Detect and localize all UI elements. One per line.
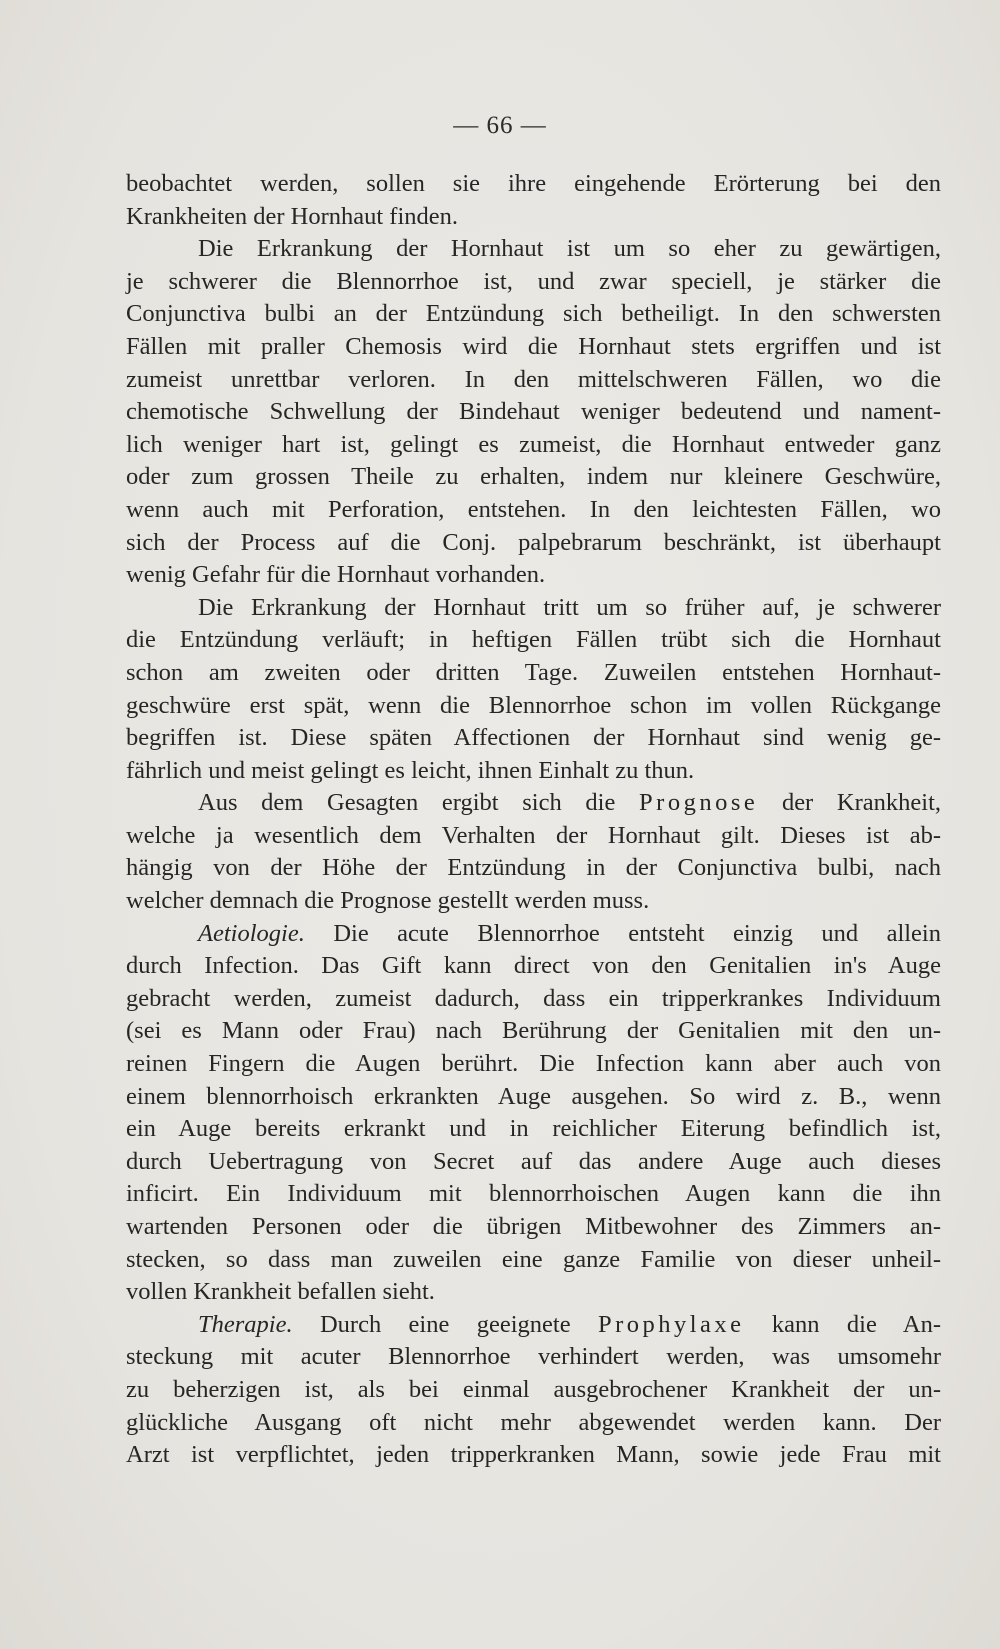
text-line: [126, 1015, 941, 1048]
text-run: Fällen mit praller Chemosis wird die Hornhaut stets ergriffen und ist: [126, 332, 941, 360]
text-run: fährlich und meist gelingt es leicht, ihnen Einhalt zu thun.: [126, 756, 695, 784]
text-run: glückliche Ausgang oft nicht mehr abgewendet werden kann. Der: [126, 1408, 941, 1436]
text-line: [126, 1276, 941, 1309]
text-run: der Krankheit,: [758, 789, 941, 817]
text-line: [126, 494, 941, 527]
text-line: [126, 722, 941, 755]
text-run: Die Erkrankung der Hornhaut tritt um so früher auf, je schwerer: [198, 593, 941, 621]
text-run: einem blennorrhoisch erkrankten Auge ausgehen. So wird z. B., wenn: [126, 1082, 941, 1110]
text-line: [126, 852, 941, 885]
text-line: [126, 364, 941, 397]
emphasized-term: Prognose: [639, 789, 759, 817]
text-run: sich der Process auf die Conj. palpebrarum beschränkt, ist überhaupt: [126, 528, 941, 556]
text-run: inficirt. Ein Individuum mit blennorrhoischen Augen kann die ihn: [126, 1180, 941, 1208]
text-line: [126, 1244, 941, 1277]
section-heading: Aetiologie.: [198, 919, 305, 947]
text-run: welcher demnach die Prognose gestellt werden muss.: [126, 887, 650, 915]
emphasized-term: Prophylaxe: [597, 1310, 745, 1338]
text-line: [126, 657, 941, 690]
text-run: wenig Gefahr für die Hornhaut vorhanden.: [126, 561, 546, 589]
text-line: [126, 1341, 941, 1374]
text-run: je schwerer die Blennorrhoe ist, und zwar speciell, je stärker die: [126, 267, 941, 295]
text-line: [126, 983, 941, 1016]
text-line: [126, 201, 941, 234]
text-run: lich weniger hart ist, gelingt es zumeist, die Hornhaut entweder ganz: [126, 430, 941, 458]
text-line: [126, 168, 941, 201]
text-line: [126, 1407, 941, 1440]
text-run: hängig von der Höhe der Entzündung in der Conjunctiva bulbi, nach: [126, 854, 941, 882]
text-run: Conjunctiva bulbi an der Entzündung sich betheiligt. In den schwersten: [126, 300, 941, 328]
text-run: oder zum grossen Theile zu erhalten, indem nur kleinere Geschwüre,: [126, 463, 941, 491]
text-line: [126, 1146, 941, 1179]
text-line: [126, 950, 941, 983]
text-run: wenn auch mit Perforation, entstehen. In den leichtesten Fällen, wo: [126, 495, 941, 523]
text-line: [126, 1081, 941, 1114]
text-run: begriffen ist. Diese späten Affectionen der Hornhaut sind wenig ge-: [126, 724, 941, 752]
text-line: [126, 429, 941, 462]
body-text: [126, 168, 941, 1472]
text-line: [126, 461, 941, 494]
text-run: gebracht werden, zumeist dadurch, dass ein tripperkrankes Individuum: [126, 984, 941, 1012]
text-run: Durch eine geeignete: [292, 1310, 598, 1338]
text-run: die Entzündung verläuft; in heftigen Fällen trübt sich die Hornhaut: [126, 626, 941, 654]
text-run: geschwüre erst spät, wenn die Blennorrhoe schon im vollen Rückgange: [126, 691, 941, 719]
text-run: chemotische Schwellung der Bindehaut weniger bedeutend und nament-: [126, 398, 941, 426]
text-line: [126, 1178, 941, 1211]
text-run: Arzt ist verpflichtet, jeden tripperkranken Mann, sowie jede Frau mit: [126, 1441, 941, 1469]
text-line: [126, 396, 941, 429]
text-run: Die Erkrankung der Hornhaut ist um so eher zu gewärtigen,: [198, 235, 941, 263]
text-line: [126, 298, 941, 331]
text-run: durch Infection. Das Gift kann direct von den Genitalien in's Auge: [126, 952, 941, 980]
text-line: [126, 787, 941, 820]
text-run: (sei es Mann oder Frau) nach Berührung der Genitalien mit den un-: [126, 1017, 941, 1045]
text-run: steckung mit acuter Blennorrhoe verhindert werden, was umsomehr: [126, 1343, 941, 1371]
text-line: [126, 1374, 941, 1407]
page-number: — 66 —: [453, 112, 547, 139]
text-line: [126, 527, 941, 560]
text-run: ein Auge bereits erkrankt und in reichlicher Eiterung befindlich ist,: [126, 1115, 941, 1143]
text-line: [126, 624, 941, 657]
text-line: [126, 233, 941, 266]
text-line: [126, 559, 941, 592]
text-line: [126, 885, 941, 918]
text-line: [126, 1048, 941, 1081]
text-line: [126, 592, 941, 625]
text-run: beobachtet werden, sollen sie ihre eingehende Erörterung bei den: [126, 170, 941, 197]
text-line: [126, 1211, 941, 1244]
text-run: Krankheiten der Hornhaut finden.: [126, 202, 458, 230]
text-line: [126, 1309, 941, 1342]
text-run: stecken, so dass man zuweilen eine ganze Familie von dieser unheil-: [126, 1245, 941, 1273]
text-run: Aus dem Gesagten ergibt sich die: [198, 789, 640, 817]
text-line: [126, 1439, 941, 1472]
text-run: zumeist unrettbar verloren. In den mittelschweren Fällen, wo die: [126, 365, 941, 393]
text-line: [126, 331, 941, 364]
text-line: [126, 1113, 941, 1146]
text-run: vollen Krankheit befallen sieht.: [126, 1278, 435, 1306]
section-heading: Therapie.: [198, 1310, 293, 1338]
text-run: Die acute Blennorrhoe entsteht einzig und allein: [304, 919, 941, 947]
text-run: welche ja wesentlich dem Verhalten der Hornhaut gilt. Dieses ist ab-: [126, 821, 941, 849]
text-line: [126, 266, 941, 299]
text-run: reinen Fingern die Augen berührt. Die Infection kann aber auch von: [126, 1050, 941, 1078]
text-run: schon am zweiten oder dritten Tage. Zuweilen entstehen Hornhaut-: [126, 658, 941, 686]
text-run: kann die An-: [744, 1310, 941, 1338]
text-line: [126, 820, 941, 853]
text-run: durch Uebertragung von Secret auf das andere Auge auch dieses: [126, 1147, 941, 1175]
text-line: [126, 755, 941, 788]
text-run: wartenden Personen oder die übrigen Mitbewohner des Zimmers an-: [126, 1213, 941, 1240]
text-line: [126, 918, 941, 951]
text-run: zu beherzigen ist, als bei einmal ausgebrochener Krankheit der un-: [126, 1375, 941, 1403]
text-line: [126, 690, 941, 723]
